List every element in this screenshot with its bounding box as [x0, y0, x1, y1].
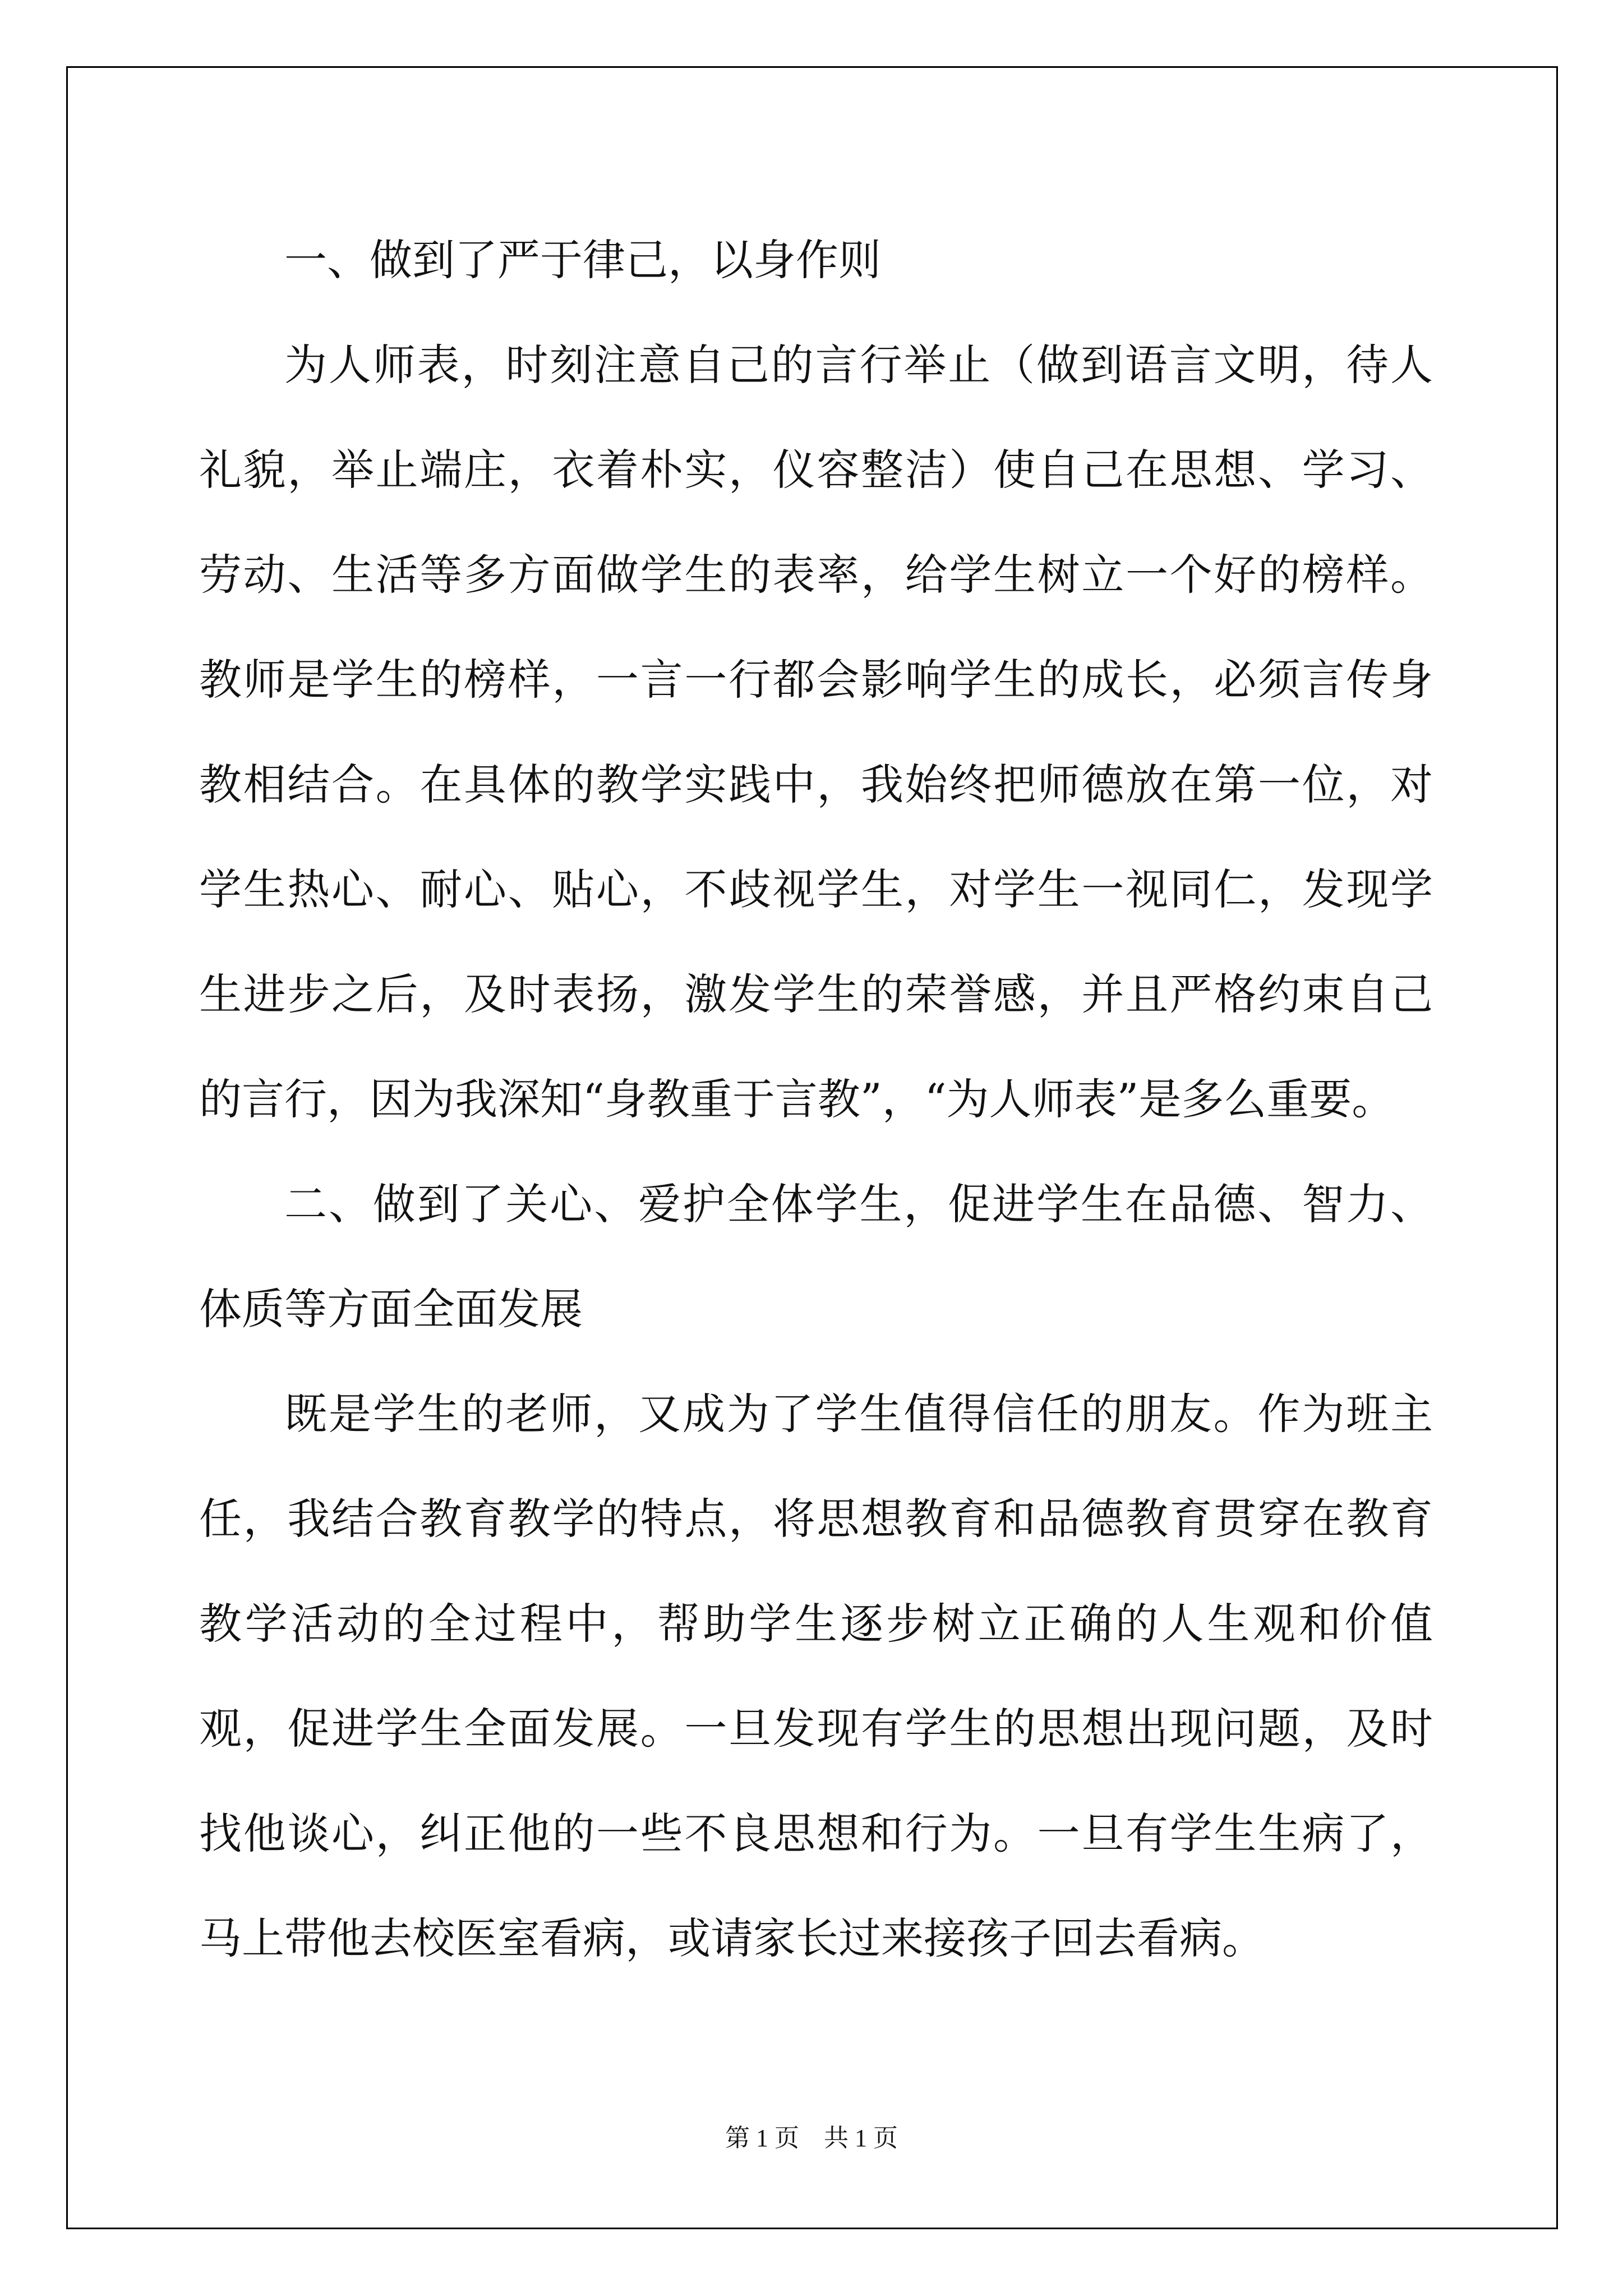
page-footer: 第 1 页 共 1 页	[725, 2124, 898, 2152]
section-heading-1: 一、做到了严于律己，以身作则	[284, 235, 881, 285]
paragraph-2: 既是学生的老师，又成为了学生值得信任的朋友。作为班主任，我结合教育教学的特点，将思想教育和品德教育贯穿在教育教学活动的全过程中，帮助学生逐步树立正确的人生观和价值观，促进学生全面发展。一旦发现有学生的思想出现问题，及时找他谈心，纠正他的一些不良思想和行为。一旦有学生生病了，马上带他去校医室看病，或请家长过来接孩子回去看病。	[199, 1389, 1433, 1963]
document-body	[199, 208, 1433, 1991]
paragraph-1: 为人师表，时刻注意自己的言行举止（做到语言文明，待人礼貌，举止端庄，衣着朴实，仪容整洁）使自己在思想、学习、劳动、生活等多方面做学生的表率，给学生树立一个好的榜样。教师是学生的榜样，一言一行都会影响学生的成长，必须言传身教相结合。在具体的教学实践中，我始终把师德放在第一位，对学生热心、耐心、贴心，不歧视学生，对学生一视同仁，发现学生进步之后，及时表扬，激发学生的荣誉感，并且严格约束自己的言行，因为我深知“身教重于言教”，“为人师表”是多么重要。	[199, 340, 1433, 1124]
section-heading-2: 二、做到了关心、爱护全体学生，促进学生在品德、智力、体质等方面全面发展	[199, 1179, 1433, 1334]
